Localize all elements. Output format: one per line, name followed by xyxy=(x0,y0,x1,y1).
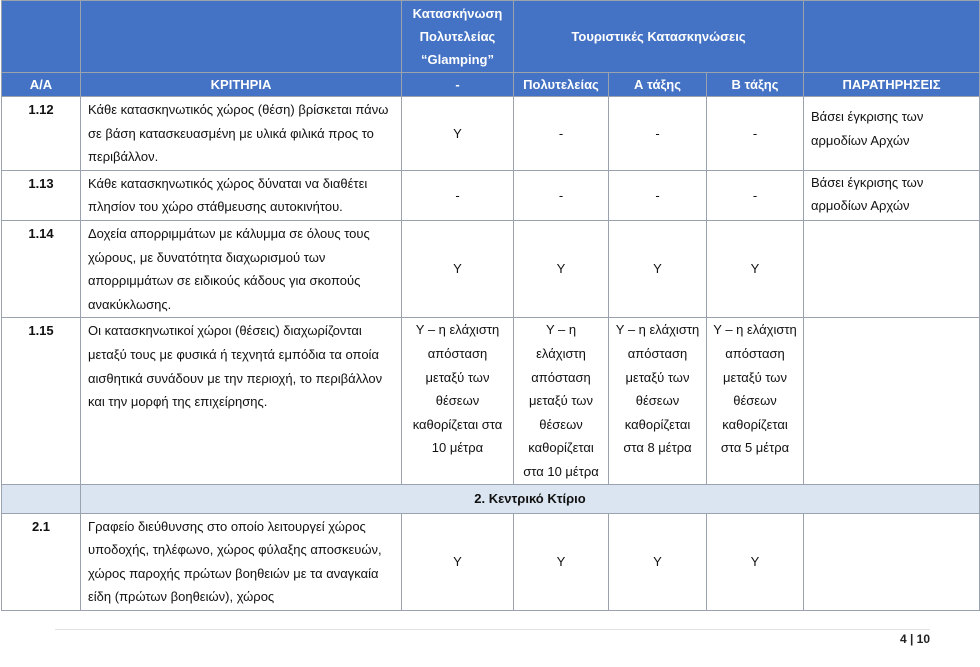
row-luxury-value: Υ xyxy=(514,513,609,610)
row-number: 1.15 xyxy=(2,318,81,484)
footer-divider xyxy=(55,629,930,630)
header-blank-criteria xyxy=(81,1,402,73)
row-luxury-value: Υ – η ελάχιστη απόσταση μεταξύ των θέσεων καθορίζεται στα 10 μέτρα xyxy=(514,318,609,484)
table-row xyxy=(2,513,980,610)
header-blank-aa xyxy=(2,1,81,73)
row-number: 1.13 xyxy=(2,170,81,220)
row-b-class-value: Υ xyxy=(707,513,804,610)
row-a-class-value: - xyxy=(609,170,707,220)
table-row xyxy=(2,220,980,317)
row-luxury-value: - xyxy=(514,170,609,220)
header-notes: ΠΑΡΑΤΗΡΗΣΕΙΣ xyxy=(804,73,980,97)
row-a-class-value: Υ xyxy=(609,513,707,610)
criteria-table xyxy=(1,0,980,611)
row-b-class-value: Υ xyxy=(707,220,804,317)
section-blank xyxy=(2,484,81,513)
row-luxury-value: - xyxy=(514,97,609,171)
section-title: 2. Κεντρικό Κτίριο xyxy=(81,484,980,513)
row-glamping-value: Υ xyxy=(402,97,514,171)
row-luxury-value: Υ xyxy=(514,220,609,317)
header-glamping-group: Κατασκήνωση Πολυτελείας “Glamping” xyxy=(402,1,514,73)
row-glamping-value: Υ xyxy=(402,220,514,317)
header-b-class: Β τάξης xyxy=(707,73,804,97)
row-notes xyxy=(804,513,980,610)
row-number: 1.14 xyxy=(2,220,81,317)
header-tourist-group: Τουριστικές Κατασκηνώσεις xyxy=(514,1,804,73)
row-notes xyxy=(804,220,980,317)
row-notes: Βάσει έγκρισης των αρμοδίων Αρχών xyxy=(804,97,980,171)
row-criterion: Δοχεία απορριμμάτων με κάλυμμα σε όλους τους χώρους, με δυνατότητα διαχωρισμού των απορριμμάτων σε ειδικούς κάδους για σκοπούς ανακύκλωσης. xyxy=(81,220,402,317)
row-criterion: Οι κατασκηνωτικοί χώροι (θέσεις) διαχωρίζονται μεταξύ τους με φυσικά ή τεχνητά εμπόδια τα οποία αισθητικά συνάδουν με την περιοχή, το περιβάλλον και την μορφή της επιχείρησης. xyxy=(81,318,402,484)
header-glamping-sub: - xyxy=(402,73,514,97)
row-criterion: Γραφείο διεύθυνσης στο οποίο λειτουργεί χώρος υποδοχής, τηλέφωνο, χώρος φύλαξης αποσκευών, χώρος παροχής πρώτων βοηθειών με τα αναγκαία είδη (πρώτων βοηθειών), χώρος xyxy=(81,513,402,610)
table-row xyxy=(2,318,980,484)
header-criteria: ΚΡΙΤΗΡΙΑ xyxy=(81,73,402,97)
row-b-class-value: Υ – η ελάχιστη απόσταση μεταξύ των θέσεων καθορίζεται στα 5 μέτρα xyxy=(707,318,804,484)
row-criterion: Κάθε κατασκηνωτικός χώρος (θέση) βρίσκεται πάνω σε βάση κατασκευασμένη με υλικά φιλικά προς το περιβάλλον. xyxy=(81,97,402,171)
row-number: 1.12 xyxy=(2,97,81,171)
header-blank-notes xyxy=(804,1,980,73)
header-luxury: Πολυτελείας xyxy=(514,73,609,97)
section-row xyxy=(2,484,980,513)
row-glamping-value: Υ xyxy=(402,513,514,610)
header-a-class: Α τάξης xyxy=(609,73,707,97)
row-glamping-value: - xyxy=(402,170,514,220)
row-notes xyxy=(804,318,980,484)
table-row xyxy=(2,97,980,171)
table-row xyxy=(2,170,980,220)
row-glamping-value: Υ – η ελάχιστη απόσταση μεταξύ των θέσεων καθορίζεται στα 10 μέτρα xyxy=(402,318,514,484)
page-number: 4 | 10 xyxy=(899,632,930,646)
row-notes: Βάσει έγκρισης των αρμοδίων Αρχών xyxy=(804,170,980,220)
row-criterion: Κάθε κατασκηνωτικός χώρος δύναται να διαθέτει πλησίον του χώρο στάθμευσης αυτοκινήτου. xyxy=(81,170,402,220)
row-b-class-value: - xyxy=(707,97,804,171)
row-a-class-value: Υ xyxy=(609,220,707,317)
row-b-class-value: - xyxy=(707,170,804,220)
row-a-class-value: - xyxy=(609,97,707,171)
row-a-class-value: Υ – η ελάχιστη απόσταση μεταξύ των θέσεων καθορίζεται στα 8 μέτρα xyxy=(609,318,707,484)
header-aa: Α/Α xyxy=(2,73,81,97)
row-number: 2.1 xyxy=(2,513,81,610)
